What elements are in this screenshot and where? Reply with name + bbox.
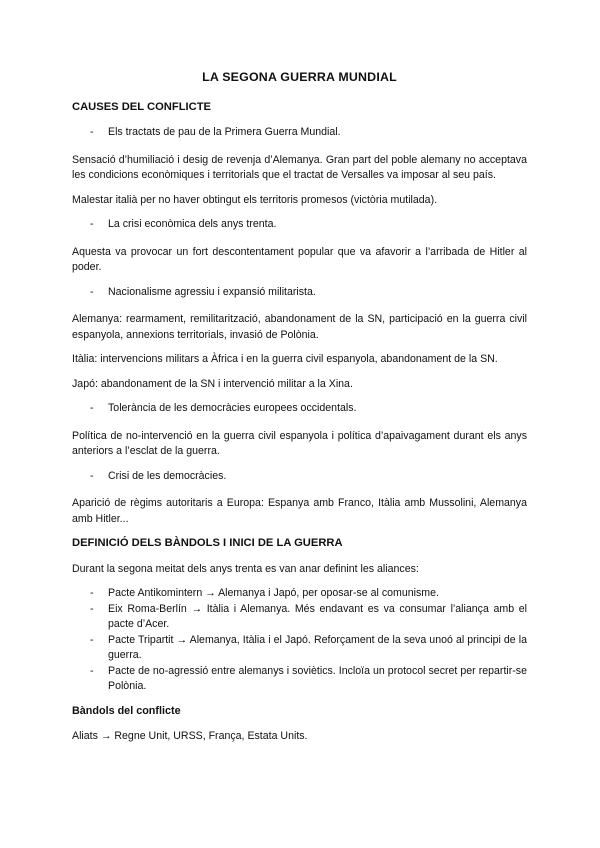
- paragraph: Política de no-intervenció en la guerra civil espanyola i política d’apaivagament durant els anys anteriors a l’esclat de la guerra.: [72, 429, 527, 457]
- section-heading-bandols: DEFINICIÓ DELS BÀNDOLS I INICI DE LA GUERRA: [72, 537, 343, 549]
- list-item: - Crisi de les democràcies.: [72, 469, 527, 485]
- bullet-dash: -: [90, 664, 94, 677]
- paragraph: Itàlia: intervencions militars a Àfrica i en la guerra civil espanyola, abandonament de la SN.: [72, 353, 498, 365]
- list-item: - Eix Roma-Berlín → Itàlia i Alemanya. Més endavant es va consumar l’aliança amb el pacte d’Acer.: [90, 602, 527, 630]
- paragraph: Alemanya: rearmament, remilitarització, abandonament de la SN, participació en la guerra civil espanyola, annexions territorials, invasió de Polònia.: [72, 313, 527, 341]
- cause-list-3: [72, 285, 527, 301]
- paragraph: Malestar italià per no haver obtingut els territoris promesos (victòria mutilada).: [72, 193, 438, 206]
- page-title: LA SEGONA GUERRA MUNDIAL: [202, 70, 397, 84]
- paragraph: Aliats → Regne Unit, URSS, França, Estata Units.: [72, 730, 308, 742]
- paragraph: Aquesta va provocar un fort descontentament popular que va afavorir a l’arribada de Hitler al poder.: [72, 245, 527, 273]
- paragraph: Japó: abandonament de la SN i intervenció militar a la Xina.: [72, 377, 353, 390]
- list-item: - Pacte Tripartit → Alemanya, Itàlia i el Japó. Reforçament de la seva unoó al principi de la guerra.: [90, 633, 527, 661]
- bullet-dash: -: [90, 469, 94, 482]
- cause-list-1: [72, 125, 527, 141]
- bullet-dash: -: [90, 402, 94, 414]
- paragraph: Aparició de règims autoritaris a Europa: Espanya amb Franco, Itàlia amb Mussolini, Alemanya amb Hitler...: [72, 497, 527, 525]
- subheading-bandols: Bàndols del conflicte: [72, 704, 181, 717]
- cause-list-2: [72, 217, 527, 233]
- list-item: - Pacte Antikomintern → Alemanya i Japó, per oposar-se al comunisme.: [72, 586, 527, 602]
- alliances-list: [72, 586, 527, 695]
- bullet-dash: -: [90, 218, 94, 230]
- list-item: - Pacte de no-agressió entre alemanys i soviètics. Incloïa un protocol secret per repartir-se Polònia.: [90, 664, 527, 692]
- bullet-dash: -: [90, 633, 94, 646]
- list-item: - La crisi econòmica dels anys trenta.: [72, 217, 527, 233]
- bullet-dash: -: [90, 602, 94, 615]
- bullet-dash: -: [90, 126, 94, 138]
- bullet-dash: -: [90, 285, 94, 298]
- list-item: - Nacionalisme agressiu i expansió militarista.: [72, 285, 527, 301]
- bullet-dash: -: [90, 587, 94, 599]
- list-item: - Tolerància de les democràcies europees occidentals.: [72, 401, 527, 417]
- document-page: [72, 66, 527, 754]
- section-heading-causes: CAUSES DEL CONFLICTE: [72, 100, 212, 113]
- cause-list-5: [72, 469, 527, 485]
- paragraph: Sensació d’humiliació i desig de revenja d’Alemanya. Gran part del poble alemany no acceptava les condicions econòmiques i territorials que el tractat de Versalles va imposar al seu país.: [72, 153, 527, 181]
- list-item: - Els tractats de pau de la Primera Guerra Mundial.: [72, 125, 527, 141]
- cause-list-4: [72, 401, 527, 417]
- paragraph: Durant la segona meitat dels anys trenta es van anar definint les aliances:: [72, 562, 419, 575]
